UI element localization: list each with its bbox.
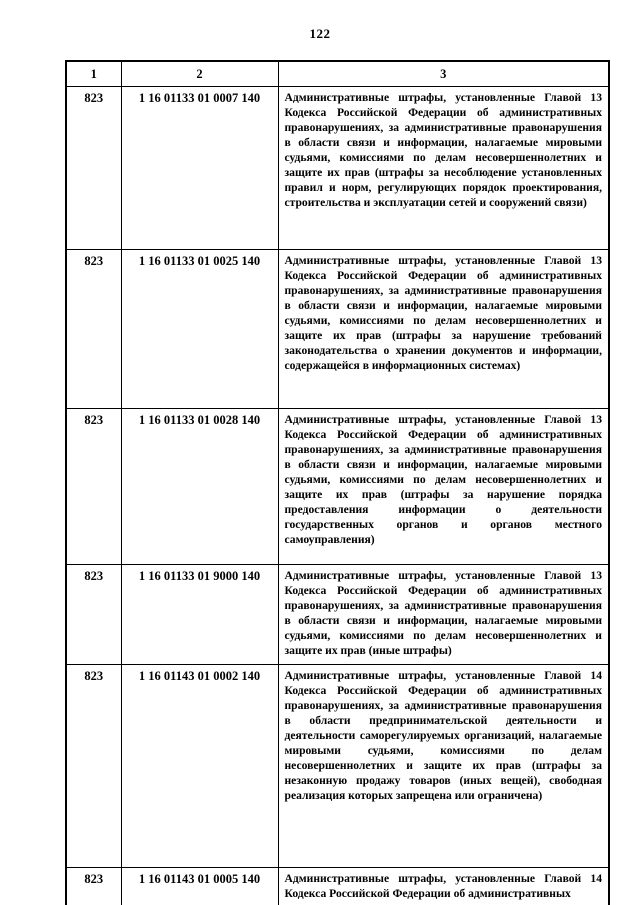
admin-code-cell: 823 bbox=[66, 87, 121, 250]
table-body bbox=[66, 87, 609, 905]
admin-code-cell: 823 bbox=[66, 409, 121, 565]
table-row bbox=[66, 409, 609, 565]
description-cell: Административные штрафы, установленные Главой 13 Кодекса Российской Федерации об административных правонарушениях, за административные правонарушения в области связи и информации, налагаемые мировыми судьями, комиссиями по делам несовершеннолетних и защите их прав (штрафы за нарушение требований законодательства о хранении документов и информации, содержащейся в информационных системах) bbox=[278, 250, 609, 409]
admin-code-cell: 823 bbox=[66, 250, 121, 409]
kbk-code-cell: 1 16 01133 01 0028 140 bbox=[121, 409, 278, 565]
column-header-2: 2 bbox=[121, 61, 278, 87]
table-row bbox=[66, 868, 609, 905]
table-row bbox=[66, 565, 609, 665]
kbk-code-cell: 1 16 01143 01 0005 140 bbox=[121, 868, 278, 905]
kbk-code-cell: 1 16 01133 01 9000 140 bbox=[121, 565, 278, 665]
description-cell: Административные штрафы, установленные Главой 13 Кодекса Российской Федерации об административных правонарушениях, за административные правонарушения в области связи и информации, налагаемые мировыми судьями, комиссиями по делам несовершеннолетних и защите их прав (штрафы за несоблюдение установленных правил и норм, регулирующих порядок проектирования, строительства и эксплуатации сетей и сооружений связи) bbox=[278, 87, 609, 250]
table-row bbox=[66, 665, 609, 868]
admin-code-cell: 823 bbox=[66, 868, 121, 905]
description-cell: Административные штрафы, установленные Главой 14 Кодекса Российской Федерации об административных правонарушениях, за административные правонарушения в области предпринимательской деятельности и деятельности саморегулируемых организаций, налагаемые мировыми судьями, комиссиями по делам несовершеннолетних и защите их прав (штрафы за незаконную продажу товаров (иных вещей), свободная реализация которых запрещена или ограничена) bbox=[278, 665, 609, 868]
column-header-3: 3 bbox=[278, 61, 609, 87]
kbk-code-cell: 1 16 01143 01 0002 140 bbox=[121, 665, 278, 868]
description-cell: Административные штрафы, установленные Главой 13 Кодекса Российской Федерации об административных правонарушениях, за административные правонарушения в области связи и информации, налагаемые мировыми судьями, комиссиями по делам несовершеннолетних и защите их прав (штрафы за нарушение порядка предоставления информации о деятельности государственных органов и органов местного самоуправления) bbox=[278, 409, 609, 565]
kbk-code-cell: 1 16 01133 01 0007 140 bbox=[121, 87, 278, 250]
table-row bbox=[66, 250, 609, 409]
description-cell: Административные штрафы, установленные Главой 13 Кодекса Российской Федерации об административных правонарушениях, за административные правонарушения в области связи и информации, налагаемые мировыми судьями, комиссиями по делам несовершеннолетних и защите их прав (иные штрафы) bbox=[278, 565, 609, 665]
column-header-1: 1 bbox=[66, 61, 121, 87]
kbk-code-cell: 1 16 01133 01 0025 140 bbox=[121, 250, 278, 409]
page-number: 122 bbox=[309, 26, 331, 41]
description-cell: Административные штрафы, установленные Главой 14 Кодекса Российской Федерации об административных bbox=[278, 868, 609, 905]
table-header-row bbox=[66, 61, 609, 87]
admin-code-cell: 823 bbox=[66, 665, 121, 868]
kbk-table bbox=[65, 60, 610, 905]
table-row bbox=[66, 87, 609, 250]
admin-code-cell: 823 bbox=[66, 565, 121, 665]
